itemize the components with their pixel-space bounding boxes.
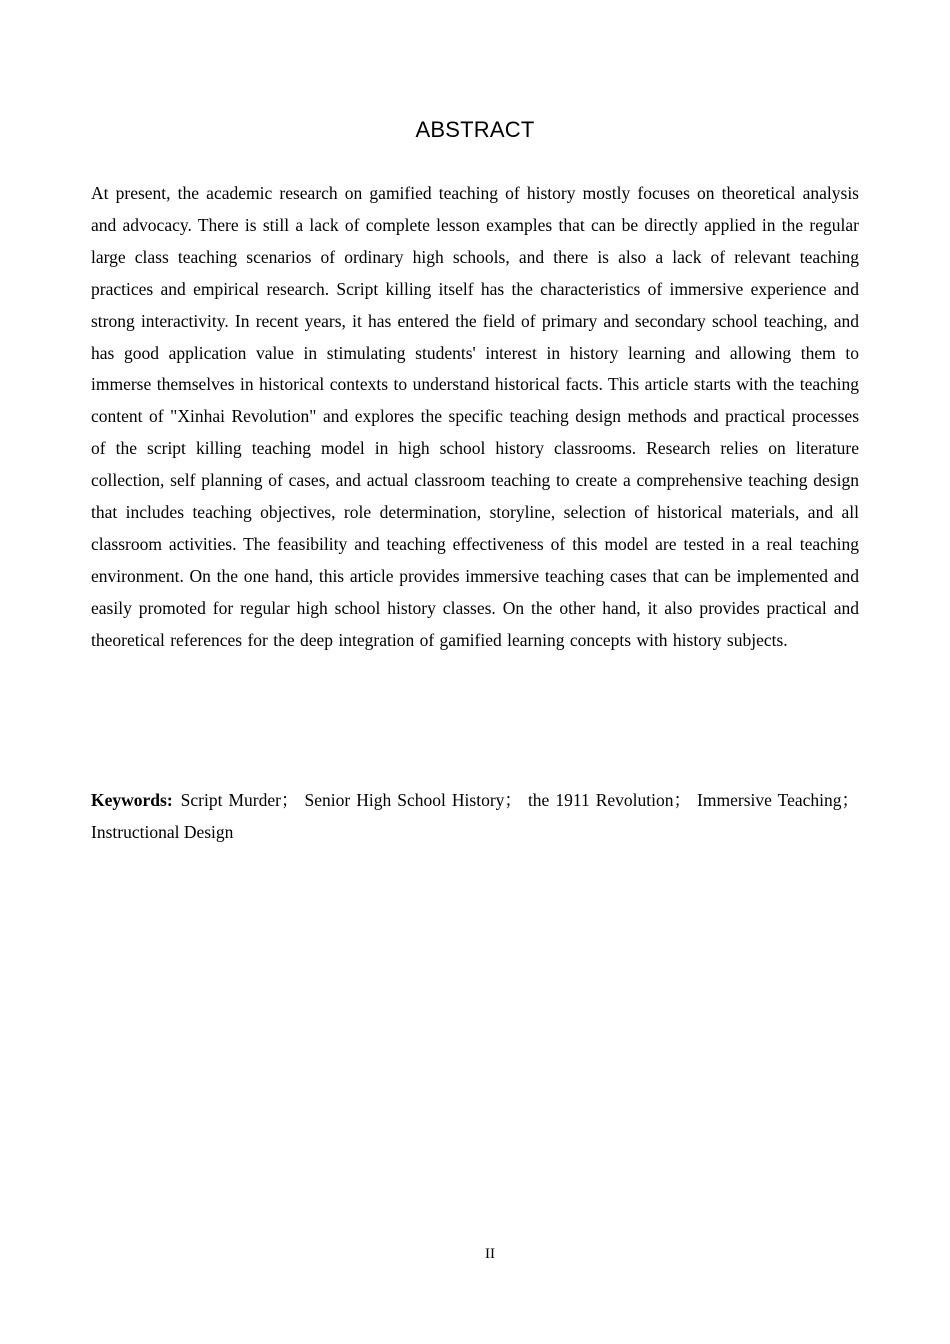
abstract-title: ABSTRACT xyxy=(415,117,535,142)
keywords-list: Script Murder； Senior High School History； the 1911 Revolution； Immersive Teaching；Instructional Design xyxy=(91,790,859,842)
keywords-section xyxy=(91,785,859,849)
keywords-label: Keywords: xyxy=(91,790,173,810)
page-number: II xyxy=(485,1246,495,1262)
abstract-paragraph: At present, the academic research on gamified teaching of history mostly focuses on theoretical analysis and advocacy. There is still a lack of complete lesson examples that can be directly applied in the regular large class teaching scenarios of ordinary high schools, and there is also a lack of relevant teaching practices and empirical research. Script killing itself has the characteristics of immersive experience and strong interactivity. In recent years, it has entered the field of primary and secondary school teaching, and has good application value in stimulating students' interest in history learning and allowing them to immerse themselves in historical contexts to understand historical facts. This article starts with the teaching content of "Xinhai Revolution" and explores the specific teaching design methods and practical processes of the script killing teaching model in high school history classrooms. Research relies on literature collection, self planning of cases, and actual classroom teaching to create a comprehensive teaching design that includes teaching objectives, role determination, storyline, selection of historical materials, and all classroom activities. The feasibility and teaching effectiveness of this model are tested in a real teaching environment. On the one hand, this article provides immersive teaching cases that can be implemented and easily promoted for regular high school history classes. On the other hand, it also provides practical and theoretical references for the deep integration of gamified learning concepts with history subjects. xyxy=(91,183,859,650)
